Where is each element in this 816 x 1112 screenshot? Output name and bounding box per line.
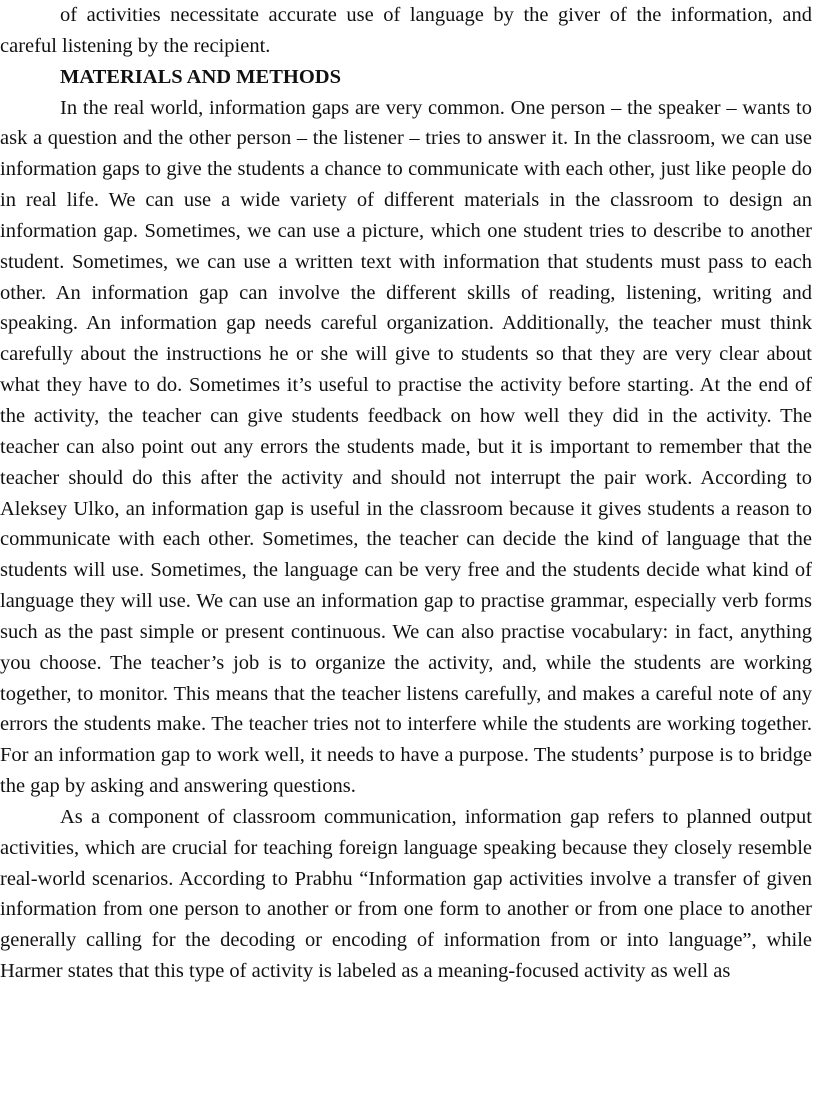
paragraph-body-1: In the real world, information gaps are very common. One person – the speaker – wants to ask a question and the other person – the listener – tries to answer it. In the classroom, we can use information gaps to give the students a chance to communicate with each other, just like people do in real life. We can use a wide variety of different materials in the classroom to design an information gap. Sometimes, we can use a picture, which one student tries to describe to another student. Sometimes, we can use a written text with information that students must pass to each other. An information gap can involve the different skills of reading, listening, writing and speaking. An information gap needs careful organization. Additionally, the teacher must think carefully about the instructions he or she will give to students so that they are very clear about what they have to do. Sometimes it’s useful to practise the activity before starting. At the end of the activity, the teacher can give students feedback on how well they did in the activity. The teacher can also point out any errors the students made, but it is important to remember that the teacher should do this after the activity and should not interrupt the pair work. According to Aleksey Ulko, an information gap is useful in the classroom because it gives students a reason to communicate with each other. Sometimes, the teacher can decide the kind of language that the students will use. Sometimes, the language can be very free and the students decide what kind of language they will use. We can use an information gap to practise grammar, especially verb forms such as the past simple or present continuous. We can also practise vocabulary: in fact, anything you choose. The teacher’s job is to organize the activity, and, while the students are working together, to monitor. This means that the teacher listens carefully, and makes a careful note of any errors the students make. The teacher tries not to interfere while the students are working together. For an information gap to work well, it needs to have a purpose. The students’ purpose is to bridge the gap by asking and answering questions. <box>0 96 812 798</box>
section-heading: MATERIALS AND METHODS <box>60 65 341 88</box>
paragraph-fragment-opening: of activities necessitate accurate use of language by the giver of the information, and careful listening by the recipient. <box>0 4 812 57</box>
paragraph-body-2: As a component of classroom communication, information gap refers to planned output activities, which are crucial for teaching foreign language speaking because they closely resemble real-world scenarios. According to Prabhu “Information gap activities involve a transfer of given information from one person to another or from one form to another or from one place to another generally calling for the decoding or encoding of information from or into language”, while Harmer states that this type of activity is labeled as a meaning-focused activity as well as <box>0 805 812 983</box>
